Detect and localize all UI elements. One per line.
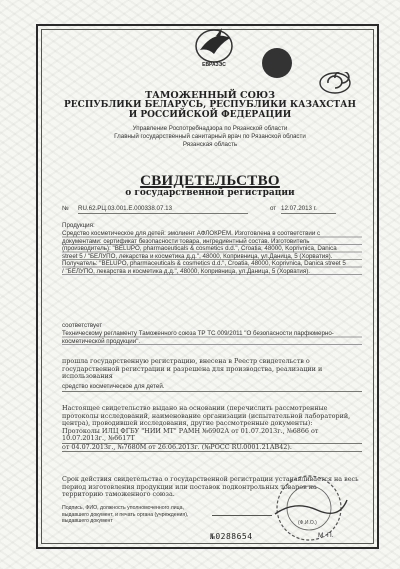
basis-line: центра), проводившей исследования, другие рассмотренные документы): [62,419,313,427]
document-title: СВИДЕТЕЛЬСТВО [140,173,280,189]
basis-text [62,405,362,452]
product-label: Продукция: [62,222,95,229]
eurasec-logo [186,26,242,72]
product-line: Получатель: "BELUPO, pharmaceuticals & cosmetics d.d.", Croatia, 48000, Koprivnica, Danica street 5 [62,260,346,267]
signature-caption-line: Подпись, ФИО, должность уполномоченного лица, [62,505,184,511]
registered-line: прошла государственную регистрацию, внесена в Реестр свидетельств о [62,357,310,365]
basis-line: Протоколы ИЛЦ ФГБУ "НИИ МТ" РАМН №6902А от 01.07.2013г., №6866 от 10.07.2013г., №6617Т [62,428,362,444]
registered-use: средство косметическое для детей. [62,383,362,392]
signature-caption-line: выдавшего документ, и печать органа (учреждения), [62,511,189,518]
compliance-label: соответствует [62,322,103,329]
registered-text [62,358,362,381]
compliance-line: Техническому регламенту Таможенного союза ТР ТС 009/2011 "О безопасности парфюмерно- [62,330,334,337]
authority-line-3: Рязанская область [182,141,238,148]
authority-line-2: Главный государственный санитарный врач по Рязанской области [114,133,306,140]
basis-line: протоколы исследований, наименование организации (испытательной лабораторий, [62,411,351,420]
signature-caption [62,505,212,525]
validity-line: период изготовления продукции или поставок подконтрольных товаров на [62,482,317,491]
registration-no-label: № [62,205,69,212]
product-line: / "БЕЛУПО, лекарства и косметика д.д.", 48000, Копривница, ул.Даница, 5 (Хорватия). [62,267,310,275]
product-line: (производитель): "BELUPO, pharmaceuticals & cosmetics d.d.", Croatia, 48000, Koprivnica, Danica [62,245,337,252]
validity-line: Срок действия свидетельства о государственной регистрации устанавливается на весь [62,475,359,483]
signature-caption-line: выдавшего документ [62,518,113,524]
document-subtitle: о государственной регистрации [125,188,295,198]
validity-line: территорию таможенного союза. [62,490,175,498]
form-number: №0288654 [210,532,253,541]
registration-date: 12.07.2013 г. [281,205,336,214]
header-line-1: ТАМОЖЕННЫЙ СОЮЗ [145,90,275,101]
basis-line: Настоящее свидетельство выдано на основании (перечислить рассмотренные [62,404,328,412]
registered-line: использования [62,372,113,380]
basis-line: от 04.07.2013г., №7680М от 26.06.2013г. (№РОСС RU.0001.21АВ42). [62,444,362,453]
authority-line-1: Управление Роспотребнадзора по Рязанской области [132,125,288,132]
signature-line [212,515,272,516]
compliance-line: косметической продукции". [62,337,141,345]
dark-seal-mark [262,48,292,78]
header-line-3: И РОССИЙСКОЙ ФЕДЕРАЦИИ [128,110,292,120]
header-line-2: РЕСПУБЛИКИ БЕЛАРУСЬ, РЕСПУБЛИКИ КАЗАХСТАН [64,100,356,110]
product-description [62,230,362,275]
official-stamp [265,470,353,546]
registration-date-label: от [270,205,277,212]
product-line: street 5 / "БЕЛУПО, лекарства и косметика д.д.", 48000, Копривница, ул.Даница, 5 (Хорватия). [62,252,333,260]
round-stamp-icon [265,470,353,546]
product-line: Средство косметическое для детей: эмолиент АФЛОКРЕМ. Изготовлена в соответствии с [62,230,321,237]
compliance-text [62,330,362,345]
logo-text: ЕВРАЗЭС [202,62,226,68]
signature-initials: М. П. [318,532,334,539]
registered-line: государственной регистрации и разрешена для производства, реализации и [62,364,323,373]
product-line: документами: сертификат безопасности товара, ингредиентный состав. Изготовитель [62,237,310,245]
registration-number: RU.62.РЦ.03.001.Е.000338.07.13 [78,205,248,214]
signature-name-hint: (Ф.И.О.) [298,520,317,526]
